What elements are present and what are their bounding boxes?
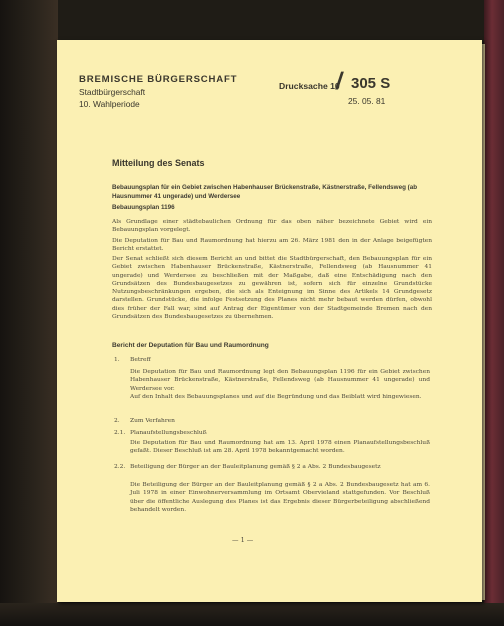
paragraph-senate: Der Senat schließt sich diesem Bericht an und bittet die Stadtbürgerschaft, den Bebauungsplan für ein Gebiet zwischen Habenhauser Brückenstraße, Kästnerstraße, Fellendsweg (ab Hausnummer 41 ungerade) und Werdersee zu beschließen mit der Maßgabe, daß eine Entschädigung nach den Grundsätzen des Bundesbaugesetzes zu gewähren ist, sofern sich für einzelne Grundstücke Nutzungsbeschränkungen ergeben, die sich als Enteignung im Sinne des Artikels 14 Grundgesetz darstellen. Grundstücke, die infolge Festsetzung des Planes nicht mehr bebaut werden dürfen, obwohl dies früher der Fall war, sind auf Antrag der Eigentümer von der Stadtgemeinde Bremen nach den Grundsätzen des Bundesbaugesetzes zu übernehmen. xyxy=(112,256,432,321)
subject-line: Bebauungsplan für ein Gebiet zwischen Habenhauser Brückenstraße, Kästnerstraße, Fellendsweg (ab Hausnummer 41 ungerade) und Werdersee xyxy=(112,184,418,200)
section-2-1-number: 2.1. xyxy=(114,430,126,436)
section-1-text-b: Auf den Inhalt des Bebauungsplanes und auf die Begründung und das Beiblatt wird hingewiesen. xyxy=(130,394,422,400)
section-2-2-text: Die Beteiligung der Bürger an der Bauleitplanung gemäß § 2 a Abs. 2 Bundesbaugesetz hat am 6. Juli 1978 in einer Einwohnerversammlung im Ortsamt Obervieland stattgefunden. Vor Beschluß über die öffentliche Auslegung des Planes ist das Ergebnis dieser Bürgerbeteiligung abschließend behandelt worden. xyxy=(130,482,430,513)
drucksache-slash: / xyxy=(334,68,345,95)
drucksache-number: 305 S xyxy=(351,75,391,92)
section-2-2-number: 2.2. xyxy=(114,464,126,470)
document-page xyxy=(57,40,482,602)
binder-left-edge xyxy=(0,0,58,626)
page-number: — 1 — xyxy=(232,536,254,544)
binder-bottom-edge xyxy=(0,603,504,626)
section-1-text-a: Die Deputation für Bau und Raumordnung legt den Bebauungsplan 1196 für ein Gebiet zwischen Habenhauser Brückenstraße, Kästnerstraße, Fellendsweg (ab Hausnummer 41 ungerade) und Werdersee vor. xyxy=(130,369,430,392)
body-name: Stadtbürgerschaft xyxy=(79,87,146,97)
legislative-period: 10. Wahlperiode xyxy=(79,99,140,109)
report-heading: Bericht der Deputation für Bau und Raumordnung xyxy=(112,342,269,349)
plan-number: Bebauungsplan 1196 xyxy=(112,204,175,211)
section-2-1-text: Die Deputation für Bau und Raumordnung hat am 13. April 1978 einen Planaufstellungsbeschluß gefaßt. Dieser Beschluß ist am 28. April 1978 bekanntgemacht worden. xyxy=(130,440,430,455)
section-2-number: 2. xyxy=(114,418,120,424)
organization-name: BREMISCHE BÜRGERSCHAFT xyxy=(79,74,238,85)
document-date: 25. 05. 81 xyxy=(348,96,386,106)
section-2-1-label: Planaufstellungsbeschluß xyxy=(130,430,207,436)
binder-right-edge xyxy=(484,0,504,626)
paragraph-deputation: Die Deputation für Bau und Raumordnung hat hierzu am 26. März 1981 den in der Anlage beigefügten Bericht erstattet. xyxy=(112,238,432,253)
section-2-2-label: Beteiligung der Bürger an der Bauleitplanung gemäß § 2 a Abs. 2 Bundesbaugesetz xyxy=(130,464,381,470)
section-1-label: Betreff xyxy=(130,357,151,363)
paragraph-intro: Als Grundlage einer städtebaulichen Ordnung für das oben näher bezeichnete Gebiet wird ein Bebauungsplan vorgelegt. xyxy=(112,219,432,234)
section-1-number: 1. xyxy=(114,357,120,363)
section-2-label: Zum Verfahren xyxy=(130,418,175,424)
document-title: Mitteilung des Senats xyxy=(112,158,205,168)
drucksache-label: Drucksache 10 xyxy=(279,81,340,91)
